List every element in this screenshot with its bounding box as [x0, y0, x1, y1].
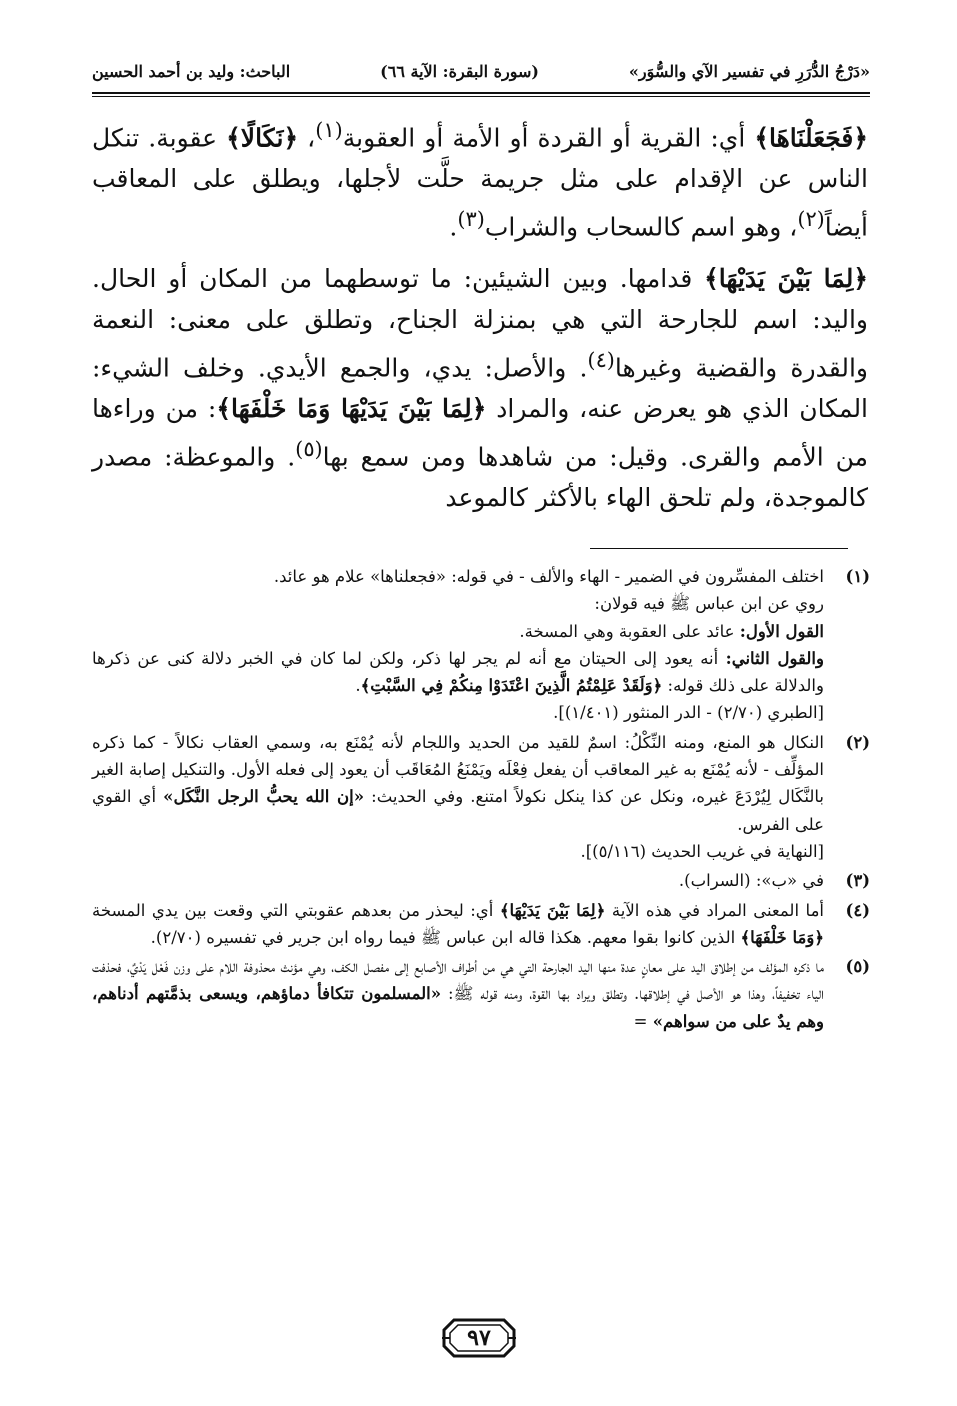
footnote-line: روي عن ابن عباس ﷺ فيه قولان: [594, 594, 824, 614]
footnote-body [92, 953, 824, 1035]
header-rule [92, 92, 870, 94]
text-run: أما المعنى المراد في هذه الآية [605, 900, 824, 920]
page-number: ٩٧ [467, 1325, 491, 1351]
paragraph-2 [92, 259, 868, 519]
footnote-5 [92, 953, 870, 1035]
quran-quote: ﴿لِمَا بَيْنَ يَدَيْهَا﴾ [499, 900, 606, 920]
footnote-line [92, 618, 824, 645]
footnote-2 [92, 729, 870, 865]
paragraph-1 [92, 110, 868, 248]
footnote-body [92, 563, 824, 727]
footnote-line [92, 953, 824, 1035]
quran-quote: ﴿وَلَقَدْ عَلِمْتُمُ الَّذِينَ اعْتَدَوْا مِنكُمْ فِي السَّبْتِ﴾ [360, 676, 663, 696]
footnote-body [92, 897, 824, 952]
text-run: : من وراءها من الأمم والقرى. وقيل: من شاهدها ومن سمع بها [92, 393, 868, 472]
text-run: أي: ليحذر من بعدهم عقوبتي التي وقعت بين يدي المسخة [92, 900, 500, 920]
header-location: (سورة البقرة: الآية ٦٦) [380, 61, 539, 81]
text-run: قدامها. وبين الشيئين: ما توسطهما من المكان أو الحال. واليد: اسم للجارحة التي هي بمنزلة الجناح، وتطلق على معنى: النعمة والقدرة والقضية وغيرها [92, 264, 868, 383]
footnotes [92, 563, 870, 1037]
page-number-ornament [440, 1316, 518, 1360]
footnote-number: (٥) [845, 957, 870, 977]
footnote-1 [92, 563, 870, 727]
footnote-line [92, 897, 824, 952]
footnote-ref-3[interactable]: (٣) [457, 207, 485, 232]
text-run: النكال هو المنع، ومنه النِّكْلُ: اسمٌ للقيد من الحديد واللجام لأنه يُمْنَع به، وسمي العقاب نكالاً - كما ذكره المؤلِّف - لأنه يُمْنَع به غير المعاقب أن يفعل فِعْلَه ويَمْنَعُ المُعَاقَب أن يعود إلى فعله الأول. والتنكيل إصابة الغير بالنَّكَال لِيُرْدَعَ غيره، ونكل عن كذا ينكل نكولاً امتنع. وفي الحديث: [92, 732, 825, 807]
footnote-line: اختلف المفسِّرون في الضمير - الهاء والألف - في قوله: «فجعلناها» علام هو عائد. [273, 567, 824, 586]
text-run: ، وهو اسم كالسحاب والشراب [484, 212, 798, 242]
running-header [92, 56, 870, 86]
footnote-line: في «ب»: (السراب). [678, 871, 824, 891]
quran-quote: ﴿لِمَا بَيْنَ يَدَيْهَا وَمَا خَلْفَهَا﴾ [216, 393, 487, 423]
footnote-citation: [النهاية في غريب الحديث (٥/١١٦)]. [580, 841, 824, 861]
text-run: = [633, 1011, 653, 1031]
footnote-4 [92, 897, 870, 952]
text-run: أنه يعود إلى الحيتان مع أنه لم يجر لها ذكر، ولكن لما كان في الخبر دلالة كنى عن ذكرها والدلالة على ذلك قوله: [92, 648, 824, 696]
bold-label: القول الأول: [739, 621, 824, 641]
footnote-line [92, 645, 824, 700]
text-run: ، [298, 123, 316, 153]
text-run: ما ذكره المؤلف من إطلاق اليد على معانٍ عدة منها اليد الجارحة التي هي من أطراف الأصابع إلى مفصل الكف، وهي مؤنث محذوفة اللام على وزن فَعْل يَدْيٌ، فحذفت الياء تخفيفاً، وهذا هو الأصل في إطلاقها. وتطلق ويراد بها القوة، ومنه قوله ﷺ: [92, 957, 824, 1004]
footnote-separator [590, 548, 848, 549]
header-researcher: الباحث: وليد بن أحمد الحسين [92, 61, 291, 81]
text-run: . والموعظة: مصدر كالموجدة، ولم تلحق الهاء بالأكثر كالموعد [92, 442, 868, 513]
footnote-3 [92, 867, 870, 894]
text-run: . [355, 676, 361, 696]
main-text [92, 110, 868, 519]
footnote-number: (١) [845, 567, 870, 586]
footnote-ref-1[interactable]: (١) [315, 118, 343, 142]
text-run: . [449, 212, 458, 242]
footnote-citation: [الطبري (٢/٧٠) - الدر المنثور (١/٤٠١)]. [553, 703, 824, 723]
footnote-ref-2[interactable]: (٢) [797, 207, 825, 232]
footnote-number: (٤) [845, 900, 870, 920]
text-run: عقوبة. تنكل الناس عن الإقدام على مثل جريمة حلَّت لأجلها، ويطلق على المعاقب أيضاً [92, 123, 868, 242]
text-run: الذين كانوا بقوا معهم. هكذا قاله ابن عباس ﷺ فيما رواه ابن جرير في تفسيره (٢/٧٠). [150, 927, 741, 947]
text-run: . والأصل: يدي، والجمع الأيدي. وخلف الشيء: المكان الذي هو يعرض عنه، والمراد [92, 353, 869, 423]
hadith-quote: «المسلمون تتكافأ دماؤهم، ويسعى بذمَّتهم أدناهم، وهم يدٌ على من سواهم» [92, 984, 824, 1031]
footnote-ref-5[interactable]: (٥) [295, 437, 323, 462]
quran-quote: ﴿وَمَا خَلْفَهَا﴾ [740, 927, 824, 947]
text-run: أي القوي على الفرس. [92, 787, 824, 834]
footnote-body [92, 729, 824, 865]
text-run: أي: القرية أو القردة أو الأمة أو العقوبة [342, 123, 755, 153]
footnote-ref-4[interactable]: (٤) [587, 348, 615, 373]
footnote-line [92, 729, 824, 838]
footnote-number: (٣) [845, 871, 870, 891]
hadith-quote: «إن الله يحبُّ الرجل النَّكَل» [163, 787, 365, 807]
quran-quote: ﴿لِمَا بَيْنَ يَدَيْهَا﴾ [704, 264, 868, 294]
quran-quote: ﴿فَجَعَلْنَاهَا﴾ [754, 123, 869, 153]
bold-label: والقول الثاني: [725, 648, 824, 668]
quran-quote: ﴿نَكَالًا﴾ [226, 123, 299, 153]
footnote-body [92, 867, 824, 894]
header-book-title: «دَرْجُ الدُّرَرِ في تفسير الآي والسُّوَر» [628, 61, 870, 81]
text-run: عائد على العقوبة وهي المسخة. [519, 621, 740, 641]
header-rule-thin [92, 96, 870, 97]
footnote-number: (٢) [845, 732, 870, 752]
